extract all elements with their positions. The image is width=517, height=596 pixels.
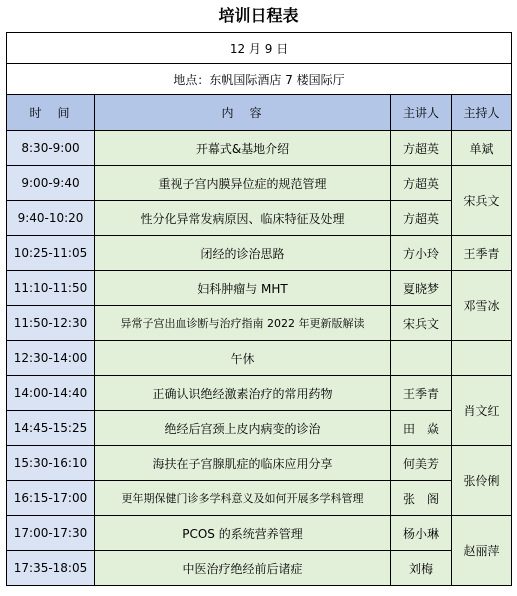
speaker-cell: 方超英 (391, 166, 452, 201)
topic-cell: 更年期保健门诊多学科意义及如何开展多学科管理 (95, 481, 391, 516)
page-title: 培训日程表 (218, 6, 299, 25)
speaker-cell: 刘梅 (391, 551, 452, 586)
topic-cell: 正确认识绝经激素治疗的常用药物 (95, 376, 391, 411)
host-cell: 肖文红 (452, 376, 512, 446)
table-row (7, 446, 512, 481)
table-row (7, 271, 512, 306)
time-cell: 15:30-16:10 (7, 446, 95, 481)
header-speaker: 主讲人 (391, 95, 452, 131)
table-row (7, 306, 512, 341)
time-cell: 17:35-18:05 (7, 551, 95, 586)
time-cell: 16:15-17:00 (7, 481, 95, 516)
host-cell: 张伶俐 (452, 446, 512, 516)
speaker-cell: 方超英 (391, 201, 452, 236)
speaker-cell: 王季青 (391, 376, 452, 411)
host-cell: 赵丽萍 (452, 516, 512, 586)
host-cell-empty (452, 341, 512, 376)
topic-cell: 性分化异常发病原因、临床特征及处理 (95, 201, 391, 236)
topic-cell: 开幕式&基地介绍 (95, 131, 391, 166)
speaker-cell: 何美芳 (391, 446, 452, 481)
table-row (7, 341, 512, 376)
speaker-cell: 宋兵文 (391, 306, 452, 341)
speaker-cell: 杨小琳 (391, 516, 452, 551)
table-row (7, 481, 512, 516)
topic-cell: 海扶在子宫腺肌症的临床应用分享 (95, 446, 391, 481)
table-row (7, 411, 512, 446)
topic-cell: 闭经的诊治思路 (95, 236, 391, 271)
host-cell: 王季青 (452, 236, 512, 271)
speaker-cell: 夏晓梦 (391, 271, 452, 306)
time-cell: 9:40-10:20 (7, 201, 95, 236)
speaker-cell: 张 阁 (391, 481, 452, 516)
time-cell: 11:50-12:30 (7, 306, 95, 341)
time-cell: 8:30-9:00 (7, 131, 95, 166)
time-cell: 17:00-17:30 (7, 516, 95, 551)
header-host: 主持人 (452, 95, 512, 131)
topic-cell: 重视子宫内膜异位症的规范管理 (95, 166, 391, 201)
speaker-cell: 方小玲 (391, 236, 452, 271)
table-row (7, 131, 512, 166)
topic-cell: 异常子宫出血诊断与治疗指南 2022 年更新版解读 (95, 306, 391, 341)
speaker-cell (391, 341, 452, 376)
topic-cell: 绝经后宫颈上皮内病变的诊治 (95, 411, 391, 446)
time-cell: 14:00-14:40 (7, 376, 95, 411)
header-time: 时 间 (7, 95, 95, 131)
host-cell: 邓雪冰 (452, 271, 512, 341)
table-row (7, 516, 512, 551)
time-cell: 10:25-11:05 (7, 236, 95, 271)
topic-cell: 午休 (95, 341, 391, 376)
table-row (7, 236, 512, 271)
table-row (7, 376, 512, 411)
date-cell: 12 月 9 日 (7, 33, 512, 64)
topic-cell: PCOS 的系统营养管理 (95, 516, 391, 551)
speaker-cell: 方超英 (391, 131, 452, 166)
time-cell: 12:30-14:00 (7, 341, 95, 376)
schedule-table (6, 32, 512, 586)
table-row (7, 166, 512, 201)
time-cell: 9:00-9:40 (7, 166, 95, 201)
table-row (7, 551, 512, 586)
time-cell: 14:45-15:25 (7, 411, 95, 446)
topic-cell: 中医治疗绝经前后诸症 (95, 551, 391, 586)
host-cell: 单斌 (452, 131, 512, 166)
speaker-cell: 田 焱 (391, 411, 452, 446)
header-content: 内 容 (95, 95, 391, 131)
time-cell: 11:10-11:50 (7, 271, 95, 306)
host-cell: 宋兵文 (452, 166, 512, 236)
topic-cell: 妇科肿瘤与 MHT (95, 271, 391, 306)
table-row (7, 201, 512, 236)
location-cell: 地点：东帆国际酒店 7 楼国际厅 (7, 64, 512, 95)
